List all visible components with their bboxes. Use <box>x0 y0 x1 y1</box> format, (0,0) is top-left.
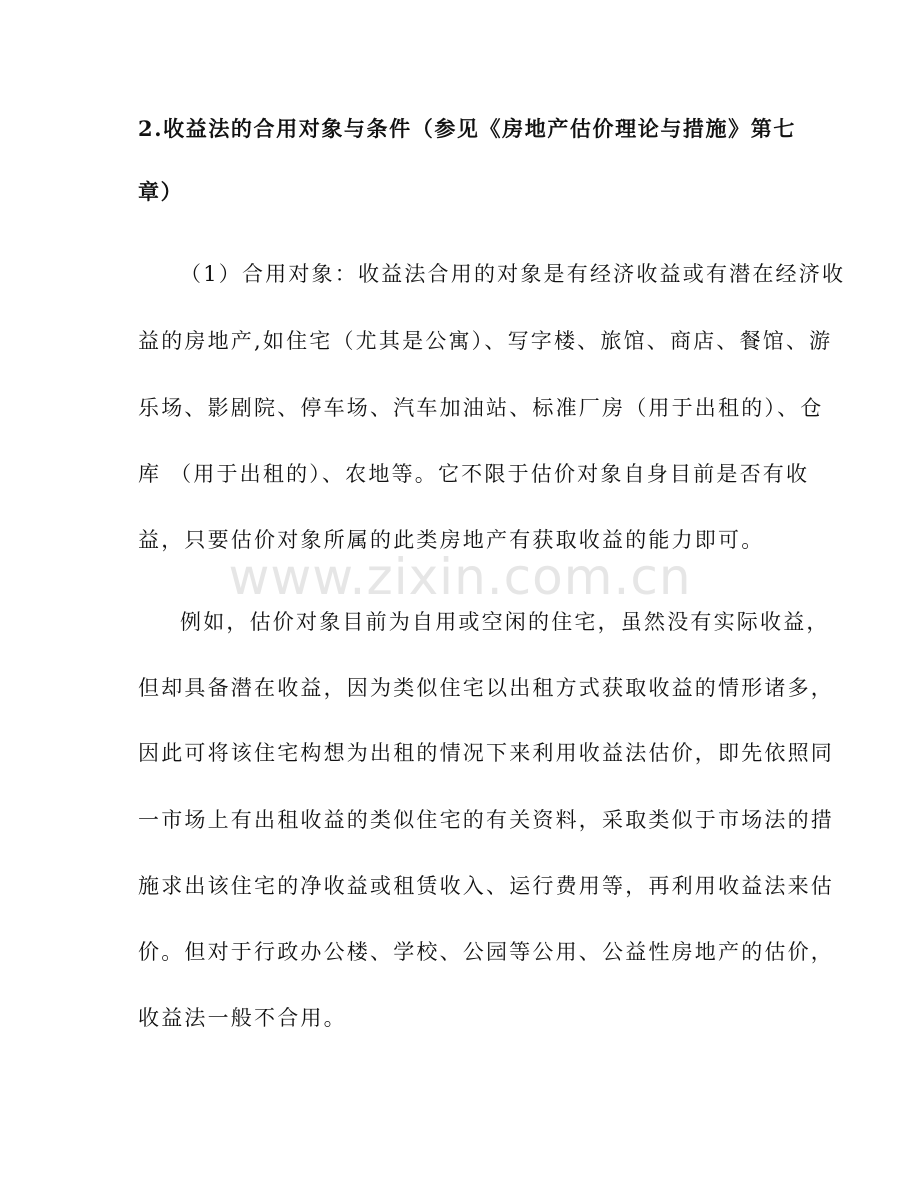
paragraph-2-line: 但却具备潜在收益，因为类似住宅以出租方式获取收益的情形诸多， <box>138 676 834 700</box>
paragraph-1-line: 库 （用于出租的）、农地等。它不限于估价对象自身目前是否有收 <box>138 462 810 486</box>
paragraph-1-line: （1）合用对象：收益法合用的对象是有经济收益或有潜在经济收 <box>180 262 846 286</box>
paragraph-1-line: 益的房地产,如住宅（尤其是公寓）、写字楼、旅馆、商店、餐馆、游 <box>138 329 833 353</box>
section-heading-line-1: 2.收益法的合用对象与条件（参见《房地产估价理论与措施》第七 <box>138 116 796 141</box>
paragraph-2-line: 价。但对于行政办公楼、学校、公园等公用、公益性房地产的估价， <box>138 940 834 964</box>
section-heading-line-2: 章） <box>138 179 184 204</box>
paragraph-2-line: 因此可将该住宅构想为出租的情况下来利用收益法估价，即先依照同 <box>138 741 834 765</box>
paragraph-2-line: 例如，估价对象目前为自用或空闲的住宅，虽然没有实际收益， <box>180 610 830 634</box>
paragraph-2-line: 收益法一般不合用。 <box>138 1006 347 1030</box>
paragraph-2-line: 一市场上有出租收益的类似住宅的有关资料，采取类似于市场法的措 <box>138 808 834 832</box>
paragraph-2-line: 施求出该住宅的净收益或租赁收入、运行费用等，再利用收益法来估 <box>138 874 834 898</box>
watermark: www.zixin.com.cn <box>228 548 692 606</box>
paragraph-1-line: 益，只要估价对象所属的此类房地产有获取收益的能力即可。 <box>138 528 765 552</box>
paragraph-1-line: 乐场、影剧院、停车场、汽车加油站、标准厂房（用于出租的）、仓 <box>138 396 824 420</box>
